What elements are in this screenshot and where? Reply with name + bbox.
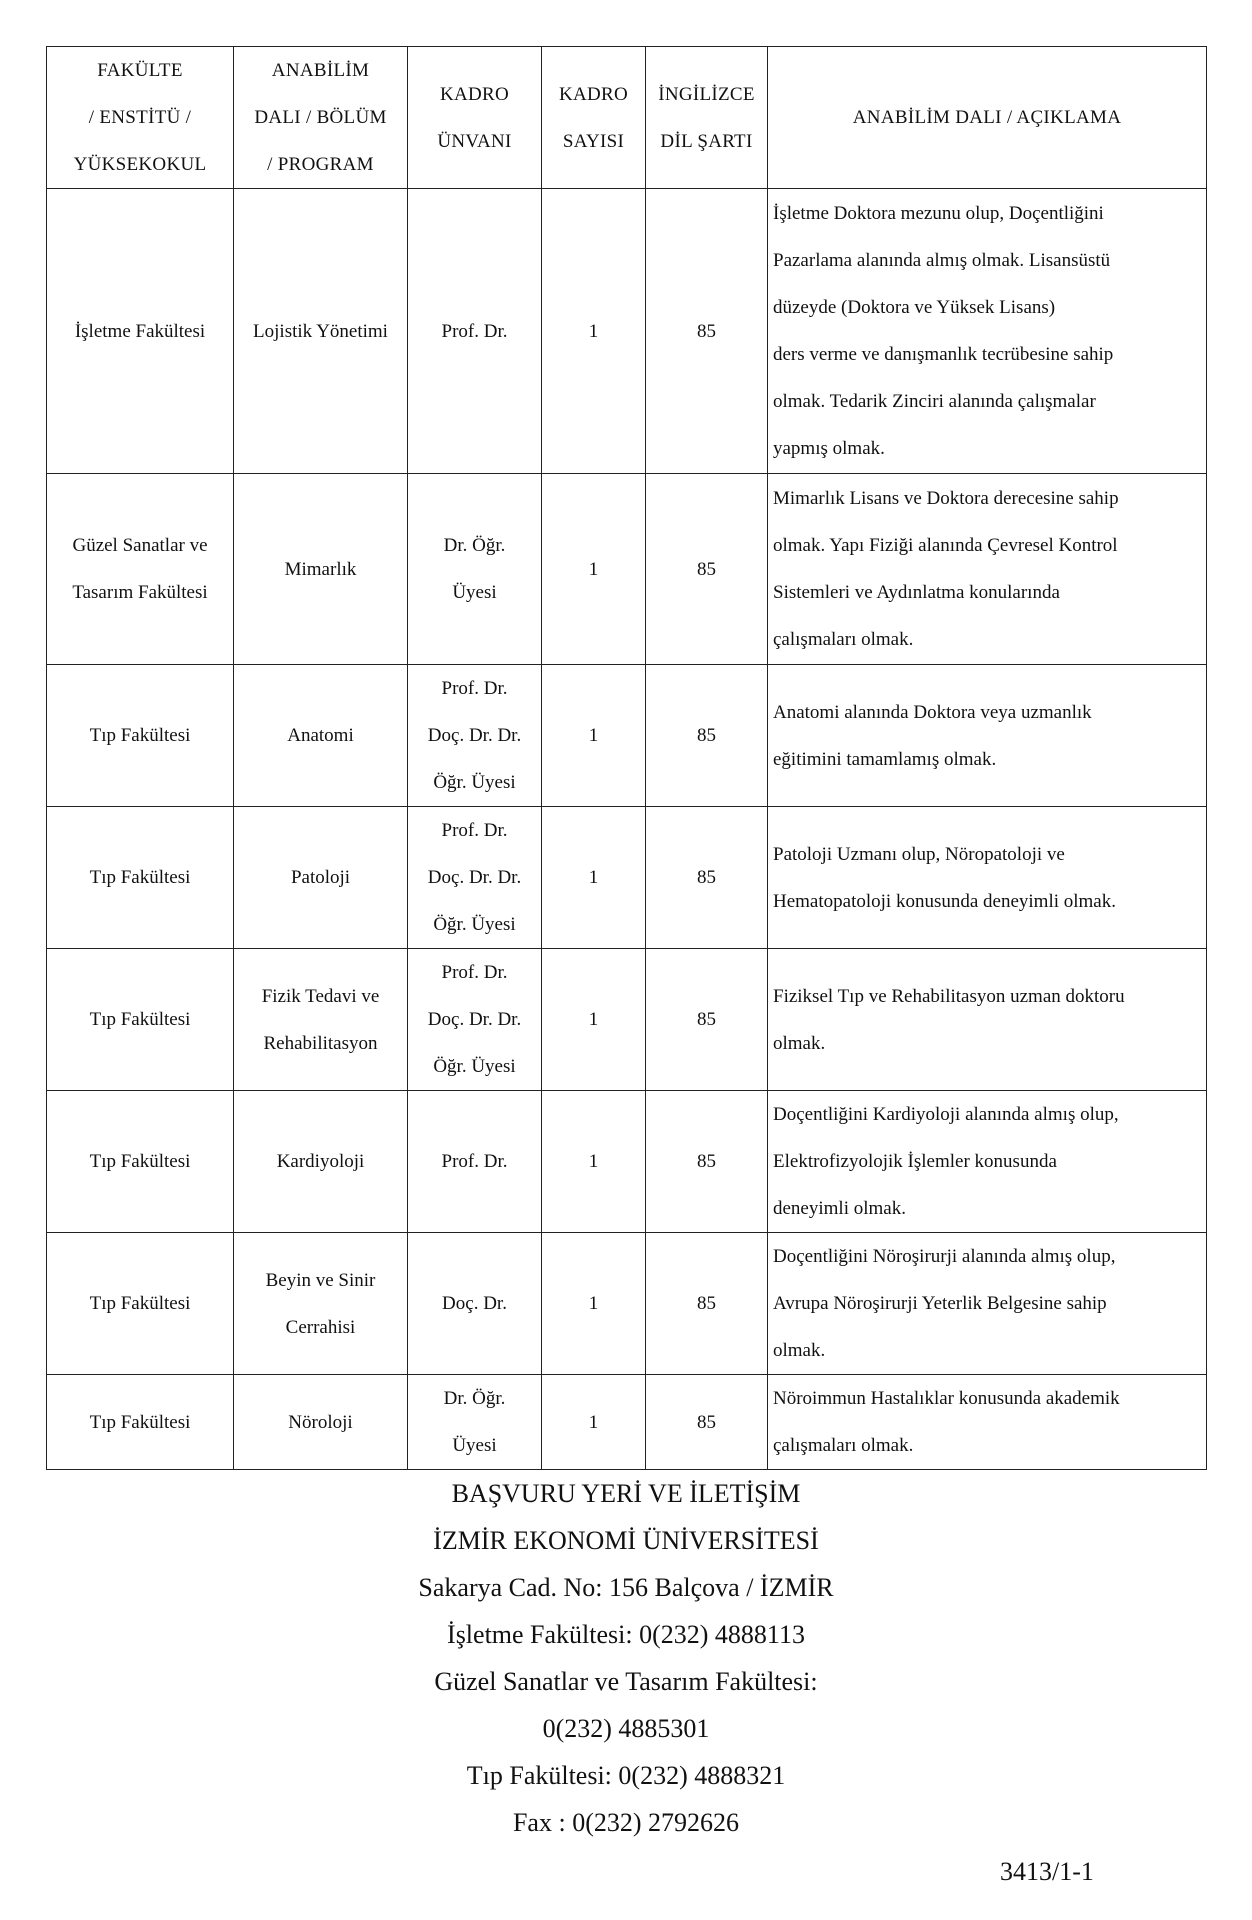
description-cell	[768, 474, 1207, 665]
header-title: KADRO ÜNVANI	[408, 47, 542, 189]
faculty-cell	[47, 1233, 234, 1375]
faculty-line: Tıp Fakültesi	[89, 725, 191, 746]
contact-heading: BAŞVURU YERİ VE İLETİŞİM	[451, 1479, 801, 1508]
description-cell	[768, 1375, 1207, 1470]
description-line: çalışmaları olmak.	[773, 1435, 914, 1456]
title-line: Üyesi	[452, 582, 497, 603]
faculty-line: Tıp Fakültesi	[89, 1293, 191, 1314]
description-line: yapmış olmak.	[773, 438, 885, 459]
header-count: KADRO SAYISI	[542, 47, 646, 189]
count-cell: 1	[542, 189, 646, 474]
table-row	[47, 1233, 1207, 1375]
description-line: ders verme ve danışmanlık tecrübesine sahip	[773, 344, 1114, 365]
title-line: Prof. Dr.	[441, 962, 508, 983]
faculty-cell	[47, 807, 234, 949]
fax: Fax : 0(232) 2792626	[512, 1808, 740, 1837]
title-line: Prof. Dr.	[441, 678, 508, 699]
english-requirement-cell: 85	[646, 1091, 768, 1233]
department-cell	[234, 1375, 408, 1470]
faculty-cell	[47, 665, 234, 807]
address: Sakarya Cad. No: 156 Balçova / İZMİR	[418, 1573, 834, 1602]
english-requirement-cell: 85	[646, 1233, 768, 1375]
title-line: Prof. Dr.	[441, 1151, 508, 1172]
description-line: Sistemleri ve Aydınlatma konularında	[773, 582, 1060, 603]
header-description: ANABİLİM DALI / AÇIKLAMA	[768, 47, 1207, 189]
faculty-line: Tıp Fakültesi	[89, 1151, 191, 1172]
description-line: çalışmaları olmak.	[773, 629, 914, 650]
header-english: İNGİLİZCE DİL ŞARTI	[646, 47, 768, 189]
table-row	[47, 1091, 1207, 1233]
count-cell: 1	[542, 807, 646, 949]
faculty-cell	[47, 474, 234, 665]
department-line: Beyin ve Sinir	[265, 1269, 376, 1291]
table-row	[47, 474, 1207, 665]
title-line: Dr. Öğr.	[443, 1388, 506, 1409]
title-line: Doç. Dr. Dr.	[427, 1009, 522, 1030]
title-line: Dr. Öğr.	[443, 535, 506, 556]
title-line: Doç. Dr.	[442, 1293, 507, 1314]
header-faculty: FAKÜLTE / ENSTİTÜ / YÜKSEKOKUL	[47, 47, 234, 189]
title-cell	[408, 949, 542, 1091]
title-cell	[408, 807, 542, 949]
title-line: Prof. Dr.	[441, 820, 508, 841]
english-requirement-cell: 85	[646, 1375, 768, 1470]
title-line: Doç. Dr. Dr.	[427, 867, 522, 888]
title-cell	[408, 474, 542, 665]
department-line: Anatomi	[287, 725, 354, 746]
department-cell	[234, 189, 408, 474]
title-cell	[408, 1233, 542, 1375]
department-line: Rehabilitasyon	[263, 1032, 378, 1054]
title-cell	[408, 1091, 542, 1233]
department-cell	[234, 949, 408, 1091]
count-cell: 1	[542, 1091, 646, 1233]
faculty-line: Tıp Fakültesi	[89, 1009, 191, 1030]
description-cell	[768, 665, 1207, 807]
faculty-line: Tasarım Fakültesi	[72, 582, 208, 603]
faculty-line: Tıp Fakültesi	[89, 867, 191, 888]
faculty-cell	[47, 949, 234, 1091]
department-line: Nöroloji	[288, 1411, 353, 1433]
faculty-line: İşletme Fakültesi	[74, 320, 206, 342]
title-cell	[408, 189, 542, 474]
description-line: Pazarlama alanında almış olmak. Lisansüstü	[773, 250, 1111, 271]
description-cell	[768, 189, 1207, 474]
description-line: düzeyde (Doktora ve Yüksek Lisans)	[773, 297, 1056, 318]
table-row	[47, 665, 1207, 807]
description-line: olmak. Yapı Fiziği alanında Çevresel Kontrol	[773, 535, 1118, 556]
description-line: olmak. Tedarik Zinciri alanında çalışmalar	[773, 391, 1096, 412]
table-row	[47, 189, 1207, 474]
count-cell: 1	[542, 665, 646, 807]
description-line: Patoloji Uzmanı olup, Nöropatoloji ve	[773, 843, 1065, 865]
table-body	[47, 189, 1207, 1470]
description-line: Doçentliğini Kardiyoloji alanında almış olup,	[773, 1104, 1119, 1125]
table-row	[47, 949, 1207, 1091]
title-line: Prof. Dr.	[441, 320, 508, 342]
department-cell	[234, 665, 408, 807]
title-line: Öğr. Üyesi	[433, 772, 516, 793]
title-line: Üyesi	[452, 1435, 497, 1456]
description-line: İşletme Doktora mezunu olup, Doçentliğini	[773, 203, 1104, 224]
title-line: Öğr. Üyesi	[433, 1056, 516, 1077]
english-requirement-cell: 85	[646, 949, 768, 1091]
phone-fine-arts-label: Güzel Sanatlar ve Tasarım Fakültesi:	[434, 1667, 818, 1696]
description-line: olmak.	[773, 1032, 826, 1054]
description-line: Fiziksel Tıp ve Rehabilitasyon uzman doktoru	[773, 985, 1125, 1007]
department-line: Patoloji	[290, 867, 351, 888]
department-line: Fizik Tedavi ve	[261, 985, 380, 1007]
title-line: Doç. Dr. Dr.	[427, 725, 522, 746]
department-line: Lojistik Yönetimi	[253, 320, 388, 342]
count-cell: 1	[542, 1375, 646, 1470]
title-cell	[408, 1375, 542, 1470]
department-line: Mimarlık	[284, 558, 357, 580]
contact-block	[0, 1470, 1252, 1846]
description-line: deneyimli olmak.	[773, 1198, 906, 1219]
table-row	[47, 1375, 1207, 1470]
announcement-page	[46, 46, 1206, 1470]
phone-business: İşletme Fakültesi: 0(232) 4888113	[447, 1620, 805, 1649]
faculty-cell	[47, 1375, 234, 1470]
faculty-line: Güzel Sanatlar ve	[72, 535, 208, 556]
description-line: Elektrofizyolojik İşlemler konusunda	[773, 1151, 1057, 1172]
description-line: olmak.	[773, 1340, 826, 1361]
phone-fine-arts: 0(232) 4885301	[542, 1714, 710, 1743]
title-line: Öğr. Üyesi	[433, 914, 516, 935]
faculty-line: Tıp Fakültesi	[89, 1411, 191, 1433]
table-row	[47, 807, 1207, 949]
table-header-row	[47, 47, 1207, 189]
faculty-cell	[47, 1091, 234, 1233]
english-requirement-cell: 85	[646, 807, 768, 949]
department-cell	[234, 807, 408, 949]
header-department: ANABİLİM DALI / BÖLÜM / PROGRAM	[234, 47, 408, 189]
description-line: Hematopatoloji konusunda deneyimli olmak.	[773, 890, 1116, 912]
description-cell	[768, 1233, 1207, 1375]
department-line: Cerrahisi	[285, 1316, 356, 1338]
description-line: Anatomi alanında Doktora veya uzmanlık	[773, 701, 1092, 723]
english-requirement-cell: 85	[646, 474, 768, 665]
english-requirement-cell: 85	[646, 189, 768, 474]
description-cell	[768, 949, 1207, 1091]
description-line: Mimarlık Lisans ve Doktora derecesine sahip	[773, 488, 1119, 509]
count-cell: 1	[542, 474, 646, 665]
description-line: eğitimini tamamlamış olmak.	[773, 748, 997, 770]
count-cell: 1	[542, 1233, 646, 1375]
description-line: Avrupa Nöroşirurji Yeterlik Belgesine sahip	[773, 1293, 1107, 1314]
department-line: Kardiyoloji	[276, 1151, 365, 1172]
english-requirement-cell: 85	[646, 665, 768, 807]
department-cell	[234, 474, 408, 665]
description-line: Doçentliğini Nöroşirurji alanında almış olup,	[773, 1246, 1116, 1267]
positions-table	[46, 46, 1207, 1470]
description-cell	[768, 1091, 1207, 1233]
department-cell	[234, 1091, 408, 1233]
department-cell	[234, 1233, 408, 1375]
page-code: 3413/1-1	[1000, 1857, 1094, 1886]
university-name: İZMİR EKONOMİ ÜNİVERSİTESİ	[433, 1526, 819, 1555]
description-cell	[768, 807, 1207, 949]
description-line: Nöroimmun Hastalıklar konusunda akademik	[773, 1388, 1120, 1409]
faculty-cell	[47, 189, 234, 474]
title-cell	[408, 665, 542, 807]
phone-medicine: Tıp Fakültesi: 0(232) 4888321	[466, 1761, 786, 1790]
count-cell: 1	[542, 949, 646, 1091]
